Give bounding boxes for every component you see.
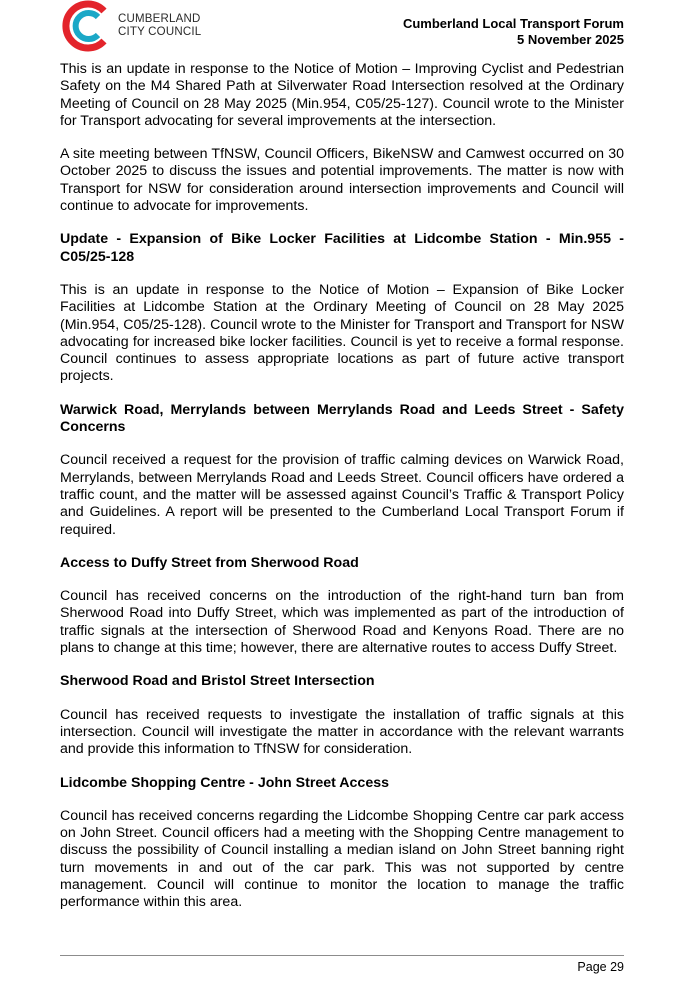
footer-divider (60, 955, 624, 956)
paragraph-bristol-street: Council has received requests to investigate the installation of traffic signals at this intersection. Council will investigate the matter in accordance with the relevant warrants and provide this information to TfNSW for consideration. (60, 706, 624, 758)
council-logo-text (118, 13, 201, 39)
council-logo (60, 0, 201, 52)
paragraph-duffy-street: Council has received concerns on the introduction of the right-hand turn ban from Sherwood Road into Duffy Street, which was implemented as part of the introduction of traffic signals at the intersection of Sherwood Road and Kenyons Road. There are no plans to change at this time; however, there are alternative routes to access Duffy Street. (60, 588, 624, 657)
document-header (403, 16, 624, 48)
council-logo-mark (60, 0, 112, 52)
heading-lidcombe-shopping-centre: Lidcombe Shopping Centre - John Street Access (60, 774, 389, 791)
header-date: 5 November 2025 (517, 32, 624, 47)
heading-duffy-street: Access to Duffy Street from Sherwood Road (60, 554, 359, 571)
paragraph-bike-lockers: This is an update in response to the Notice of Motion – Expansion of Bike Locker Facilities at Lidcombe Station at the Ordinary Meeting of Council on 28 May 2025 (Min.954, C05/25-128). Council wrote to the Minister for Transport and Transport for NSW advocating for increased bike locker facilities. Council is yet to receive a formal response. Council continues to assess appropriate locations as part of future active transport projects. (60, 281, 624, 385)
logo-line-2: CITY COUNCIL (118, 26, 202, 38)
logo-line-1: CUMBERLAND (118, 13, 201, 25)
heading-bristol-street: Sherwood Road and Bristol Street Intersection (60, 673, 375, 690)
heading-warwick-road: Warwick Road, Merrylands between Merrylands Road and Leeds Street - Safety Concerns (60, 401, 624, 436)
header-title: Cumberland Local Transport Forum (402, 16, 624, 31)
paragraph-lidcombe-shopping-centre: Council has received concerns regarding the Lidcombe Shopping Centre car park access on John Street. Council officers had a meeting with the Shopping Centre management to discuss the possibility of Council installing a median island on John Street banning right turn movements in and out of the car park. This was not supported by centre management. Council will continue to monitor the location to manage the traffic performance within this area. (60, 807, 624, 911)
page-number: Page 29 (577, 960, 624, 974)
paragraph-m4-shared-path: This is an update in response to the Notice of Motion – Improving Cyclist and Pedestrian Safety on the M4 Shared Path at Silverwater Road Intersection resolved at the Ordinary Meeting of Council on 28 May 2025 (Min.954, C05/25-127). Council wrote to the Minister for Transport advocating for several improvements at the intersection. (60, 61, 624, 129)
document-body (60, 61, 624, 928)
paragraph-warwick-road: Council received a request for the provision of traffic calming devices on Warwick Road, Merrylands, between Merrylands Road and Leeds Street. Council officers have ordered a traffic count, and the matter will be assessed against Council’s Traffic & Transport Policy and Guidelines. A report will be presented to the Cumberland Local Transport Forum if required. (60, 452, 624, 538)
paragraph-site-meeting: A site meeting between TfNSW, Council Officers, BikeNSW and Camwest occurred on 30 October 2025 to discuss the issues and potential improvements. The matter is now with Transport for NSW for consideration around intersection improvements and Council will continue to advocate for improvements. (60, 146, 624, 215)
heading-bike-lockers: Update - Expansion of Bike Locker Facilities at Lidcombe Station - Min.955 - C05/25-128 (60, 231, 624, 265)
